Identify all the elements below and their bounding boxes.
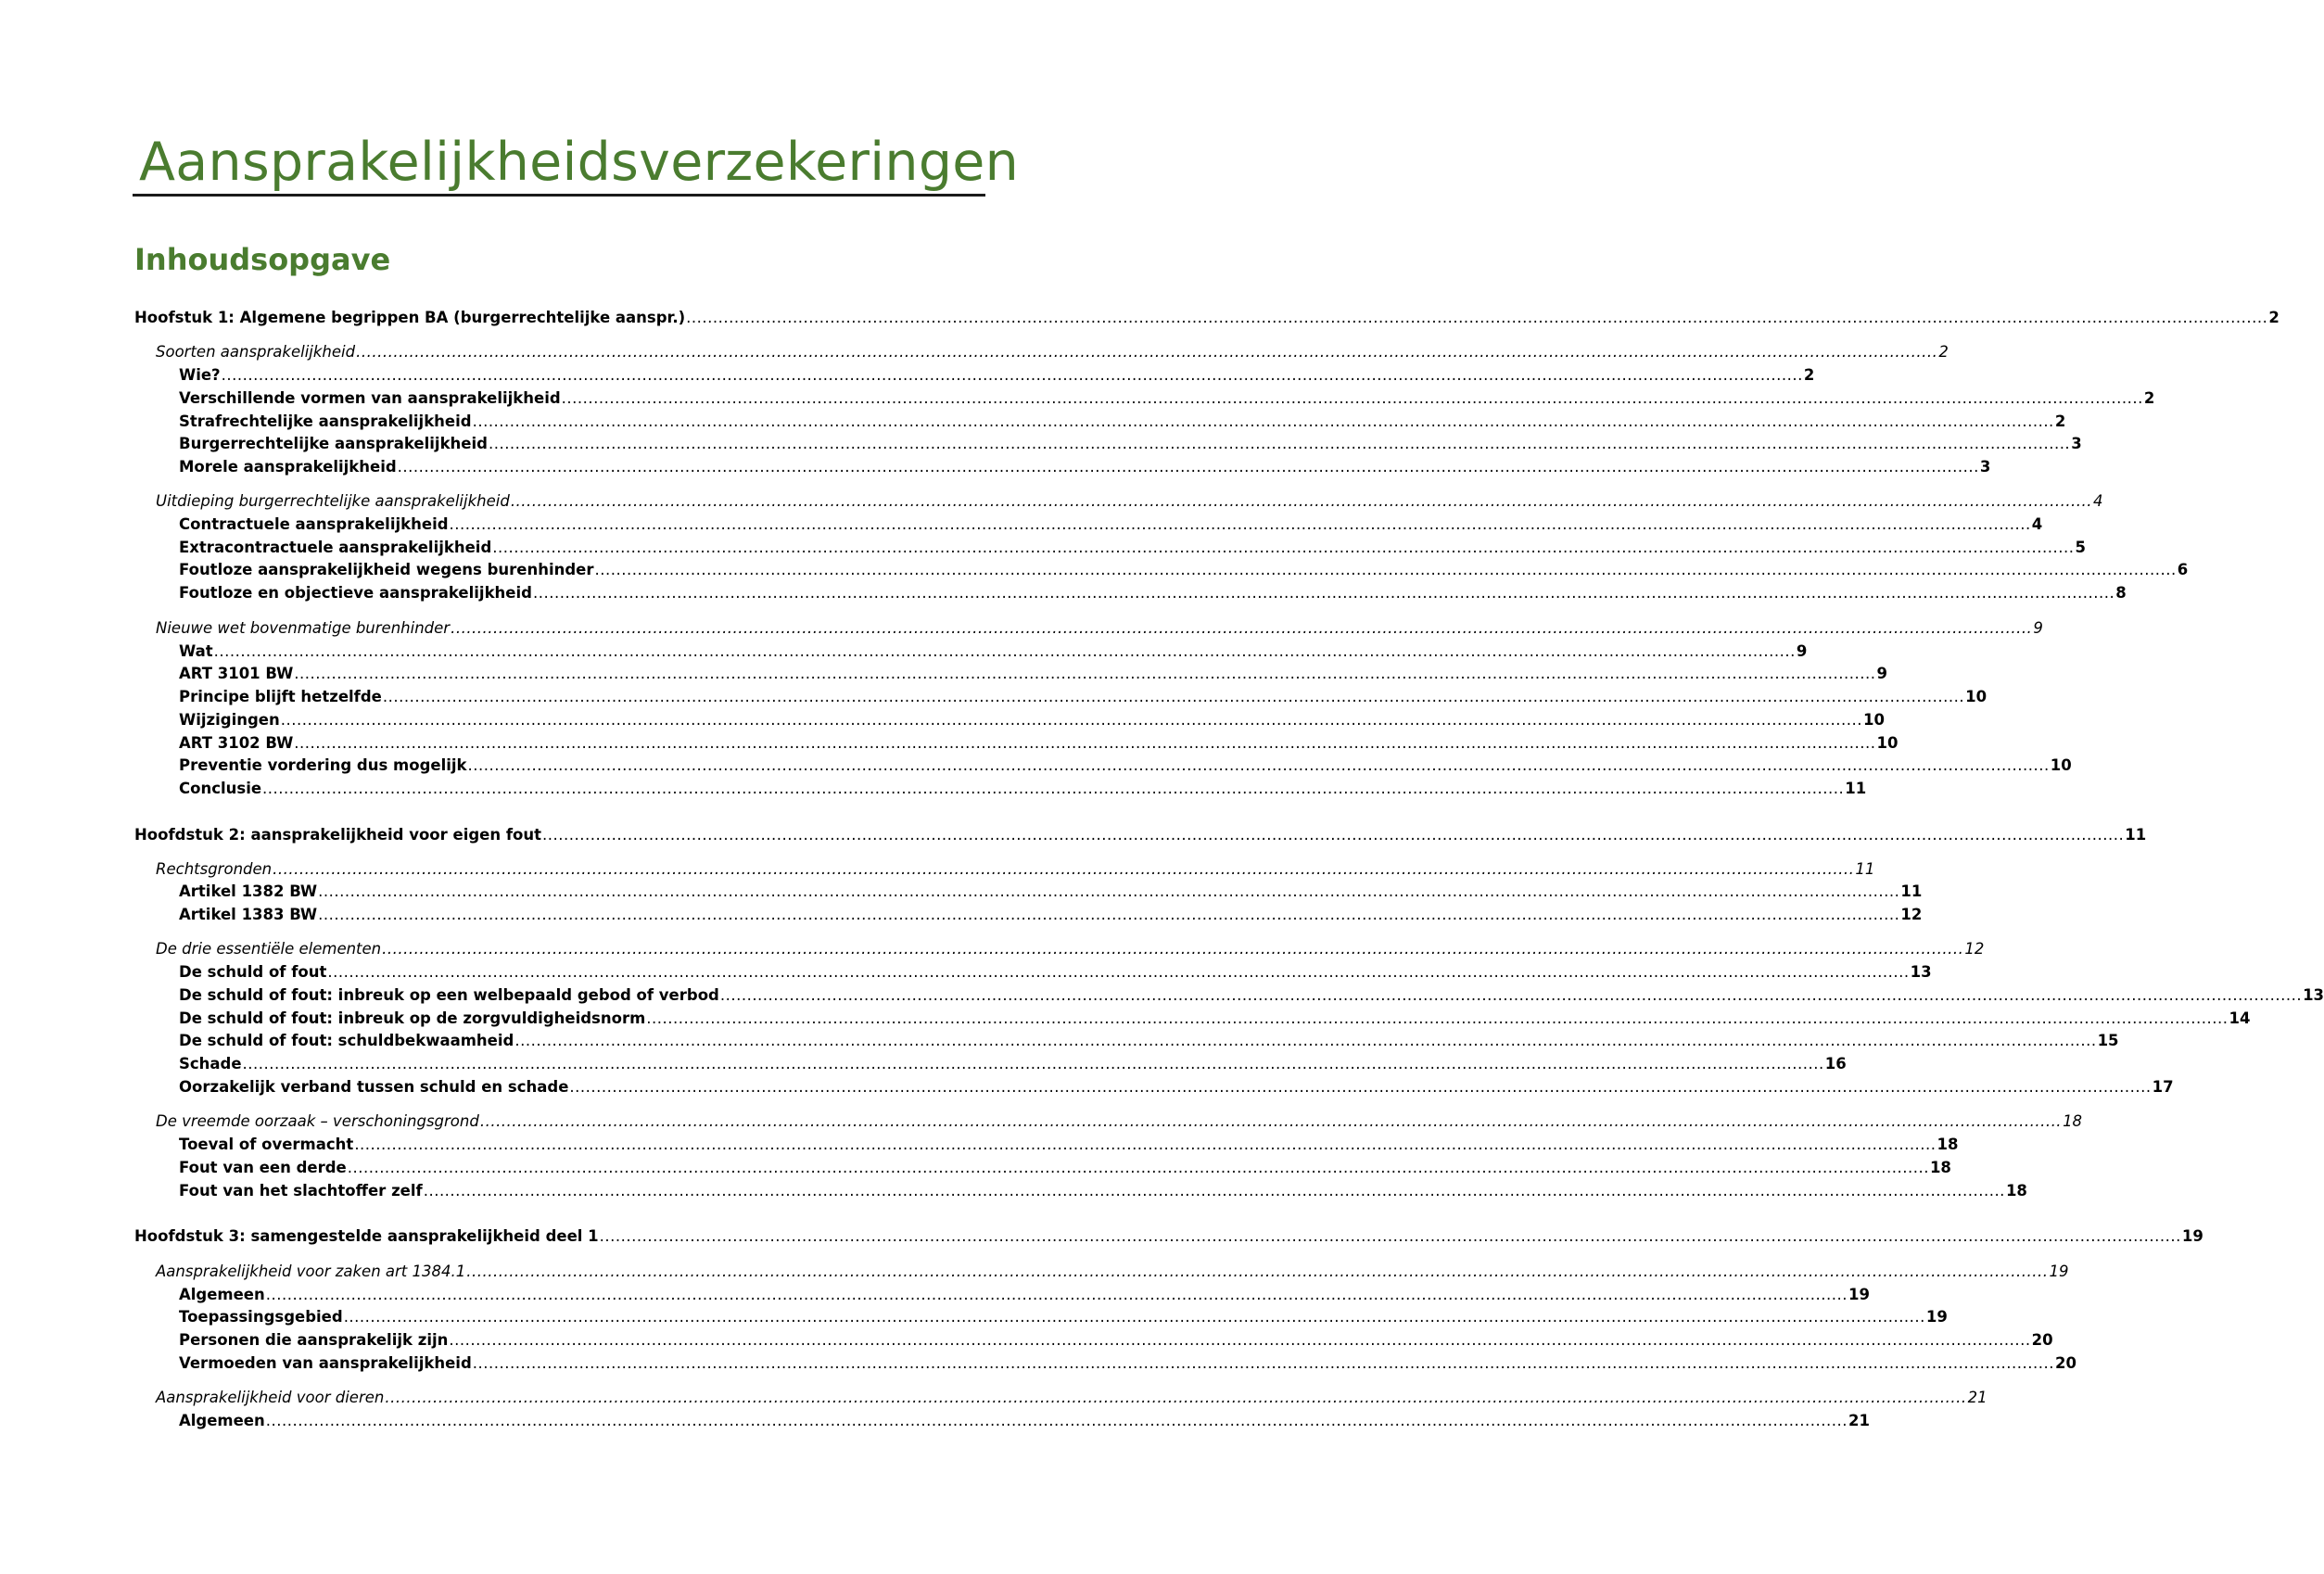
toc-subsection-entry[interactable] <box>179 962 1932 983</box>
toc-subsection-entry[interactable] <box>179 1054 1847 1074</box>
toc-page-number: 16 <box>1824 1055 1847 1073</box>
toc-page-number: 18 <box>1929 1159 1951 1176</box>
toc-subsection-entry[interactable] <box>179 664 1887 684</box>
toc-dot-leader: ......................................................................................................................................................................................................................................................................................................... <box>318 882 1900 900</box>
toc-dot-leader: ......................................................................................................................................................................................................................................................................................................... <box>265 1286 1848 1303</box>
toc-page-number: 13 <box>1910 963 1932 981</box>
toc-dot-leader: ......................................................................................................................................................................................................................................................................................................... <box>385 1389 1967 1406</box>
toc-entry-label: Artikel 1383 BW <box>179 906 318 923</box>
toc-page-number: 19 <box>1848 1286 1870 1303</box>
toc-page-number: 9 <box>1876 665 1887 682</box>
toc-dot-leader: ......................................................................................................................................................................................................................................................................................................... <box>423 1182 2005 1200</box>
toc-page-number: 2 <box>2268 309 2280 326</box>
toc-dot-leader: ......................................................................................................................................................................................................................................................................................................... <box>510 492 2093 510</box>
toc-dot-leader: ......................................................................................................................................................................................................................................................................................................... <box>594 561 2177 578</box>
toc-entry-label: Rechtsgronden <box>156 860 273 878</box>
toc-dot-leader: ......................................................................................................................................................................................................................................................................................................... <box>273 860 1855 878</box>
toc-subsection-entry[interactable] <box>179 1353 2076 1374</box>
toc-page-number: 4 <box>2093 492 2103 510</box>
toc-page-number: 18 <box>1937 1136 1959 1153</box>
toc-page-number: 2 <box>1803 366 1815 384</box>
toc-section-entry[interactable] <box>156 1388 1987 1408</box>
toc-subsection-entry[interactable] <box>179 755 2072 776</box>
toc-subsection-entry[interactable] <box>179 514 2043 535</box>
toc-entry-label: Verschillende vormen van aansprakelijkheid <box>179 389 561 407</box>
toc-dot-leader: ......................................................................................................................................................................................................................................................................................................... <box>479 1112 2063 1130</box>
toc-entry-label: Burgerrechtelijke aansprakelijkheid <box>179 435 488 452</box>
toc-entry-label: Aansprakelijkheid voor zaken art 1384.1 <box>156 1263 466 1280</box>
toc-page-number: 2 <box>2143 389 2155 407</box>
toc-entry-label: ART 3102 BW <box>179 734 294 752</box>
toc-page-number: 10 <box>1965 688 1987 705</box>
toc-entry-label: Fout van een derde <box>179 1159 347 1176</box>
toc-entry-label: Principe blijft hetzelfde <box>179 688 382 705</box>
toc-subsection-entry[interactable] <box>179 905 1923 925</box>
toc-page-number: 10 <box>2050 756 2072 774</box>
toc-dot-leader: ......................................................................................................................................................................................................................................................................................................... <box>542 826 2125 844</box>
document-title: Aansprakelijkheidsverzekeringen <box>139 132 1020 193</box>
toc-subsection-entry[interactable] <box>179 560 2189 580</box>
toc-subsection-entry[interactable] <box>179 1135 1959 1155</box>
toc-dot-leader: ......................................................................................................................................................................................................................................................................................................... <box>318 906 1900 923</box>
toc-dot-leader: ......................................................................................................................................................................................................................................................................................................... <box>397 458 1979 476</box>
toc-entry-label: De drie essentiële elementen <box>156 940 382 958</box>
toc-dot-leader: ......................................................................................................................................................................................................................................................................................................... <box>488 435 2071 452</box>
toc-entry-label: Algemeen <box>179 1286 265 1303</box>
toc-dot-leader: ......................................................................................................................................................................................................................................................................................................... <box>242 1055 1824 1073</box>
toc-page-number: 6 <box>2177 561 2189 578</box>
toc-section-entry[interactable] <box>156 1111 2083 1132</box>
toc-section-entry[interactable] <box>156 491 2103 512</box>
toc-dot-leader: ......................................................................................................................................................................................................................................................................................................... <box>472 1354 2055 1372</box>
toc-subsection-entry[interactable] <box>179 882 1923 902</box>
toc-subsection-entry[interactable] <box>179 1009 2251 1029</box>
toc-entry-label: Conclusie <box>179 780 262 797</box>
toc-entry-label: Fout van het slachtoffer zelf <box>179 1182 423 1200</box>
toc-entry-label: Toeval of overmacht <box>179 1136 354 1153</box>
toc-subsection-entry[interactable] <box>179 1031 2119 1051</box>
toc-page-number: 15 <box>2097 1032 2119 1049</box>
toc-entry-label: Algemeen <box>179 1412 265 1429</box>
toc-dot-leader: ......................................................................................................................................................................................................................................................................................................... <box>354 1136 1937 1153</box>
title-underline <box>133 194 985 197</box>
toc-page-number: 18 <box>2005 1182 2027 1200</box>
toc-page-number: 3 <box>2071 435 2082 452</box>
toc-section-entry[interactable] <box>156 939 1985 959</box>
toc-entry-label: Hoofdstuk 3: samengestelde aansprakelijkheid deel 1 <box>134 1227 599 1245</box>
toc-subsection-entry[interactable] <box>179 641 1808 662</box>
toc-dot-leader: ......................................................................................................................................................................................................................................................................................................... <box>466 1263 2049 1280</box>
toc-entry-label: Morele aansprakelijkheid <box>179 458 397 476</box>
toc-dot-leader: ......................................................................................................................................................................................................................................................................................................... <box>599 1227 2181 1245</box>
toc-page-number: 21 <box>1848 1412 1870 1429</box>
toc-subsection-entry[interactable] <box>179 733 1899 754</box>
toc-section-entry[interactable] <box>156 859 1875 880</box>
toc-page-number: 12 <box>1964 940 1985 958</box>
toc-page-number: 8 <box>2115 584 2127 602</box>
toc-dot-leader: ......................................................................................................................................................................................................................................................................................................... <box>327 963 1910 981</box>
toc-entry-label: Strafrechtelijke aansprakelijkheid <box>179 413 472 430</box>
toc-dot-leader: ......................................................................................................................................................................................................................................................................................................... <box>294 665 1876 682</box>
toc-subsection-entry[interactable] <box>179 365 1815 386</box>
toc-dot-leader: ......................................................................................................................................................................................................................................................................................................... <box>265 1412 1848 1429</box>
toc-dot-leader: ......................................................................................................................................................................................................................................................................................................... <box>686 309 2268 326</box>
toc-dot-leader: ......................................................................................................................................................................................................................................................................................................... <box>262 780 1845 797</box>
toc-page-number: 13 <box>2303 986 2324 1004</box>
toc-subsection-entry[interactable] <box>179 412 2066 432</box>
toc-dot-leader: ......................................................................................................................................................................................................................................................................................................... <box>213 642 1796 660</box>
toc-page-number: 14 <box>2229 1009 2251 1027</box>
toc-dot-leader: ......................................................................................................................................................................................................................................................................................................... <box>451 619 2033 637</box>
toc-subsection-entry[interactable] <box>179 710 1885 730</box>
toc-section-entry[interactable] <box>156 1262 2069 1282</box>
toc-page-number: 17 <box>2152 1078 2174 1096</box>
toc-subsection-entry[interactable] <box>179 779 1867 799</box>
toc-section-entry[interactable] <box>156 342 1949 362</box>
toc-entry-label: ART 3101 BW <box>179 665 294 682</box>
toc-entry-label: De vreemde oorzaak – verschoningsgrond <box>156 1112 479 1130</box>
toc-page-number: 11 <box>2125 826 2147 844</box>
toc-dot-leader: ......................................................................................................................................................................................................................................................................................................... <box>294 734 1876 752</box>
toc-page-number: 19 <box>2181 1227 2203 1245</box>
toc-page-number: 4 <box>2031 515 2043 533</box>
toc-entry-label: Extracontractuele aansprakelijkheid <box>179 539 492 556</box>
toc-dot-leader: ......................................................................................................................................................................................................................................................................................................... <box>719 986 2303 1004</box>
toc-page-number: 3 <box>1979 458 1991 476</box>
toc-dot-leader: ......................................................................................................................................................................................................................................................................................................... <box>561 389 2143 407</box>
toc-subsection-entry[interactable] <box>179 1330 2053 1351</box>
toc-page-number: 11 <box>1855 860 1875 878</box>
toc-entry-label: Hoofstuk 1: Algemene begrippen BA (burgerrechtelijke aanspr.) <box>134 309 686 326</box>
toc-dot-leader: ......................................................................................................................................................................................................................................................................................................... <box>343 1308 1925 1326</box>
toc-subsection-entry[interactable] <box>179 1158 1951 1178</box>
toc-page-number: 20 <box>2055 1354 2076 1372</box>
toc-entry-label: Artikel 1382 BW <box>179 882 318 900</box>
toc-subsection-entry[interactable] <box>179 388 2155 409</box>
toc-dot-leader: ......................................................................................................................................................................................................................................................................................................... <box>382 940 1964 958</box>
toc-entry-label: Schade <box>179 1055 242 1073</box>
toc-heading: Inhoudsopgave <box>134 242 391 277</box>
toc-entry-label: Wat <box>179 642 213 660</box>
toc-page-number: 11 <box>1845 780 1867 797</box>
toc-dot-leader: ......................................................................................................................................................................................................................................................................................................... <box>472 413 2054 430</box>
toc-subsection-entry[interactable] <box>179 1285 1870 1305</box>
toc-page-number: 5 <box>2075 539 2086 556</box>
toc-dot-leader: ......................................................................................................................................................................................................................................................................................................... <box>514 1032 2097 1049</box>
toc-chapter-entry[interactable] <box>134 825 2147 845</box>
toc-page-number: 11 <box>1900 882 1923 900</box>
toc-page-number: 10 <box>1862 711 1885 729</box>
toc-dot-leader: ......................................................................................................................................................................................................................................................................................................... <box>382 688 1965 705</box>
toc-dot-leader: ......................................................................................................................................................................................................................................................................................................... <box>492 539 2075 556</box>
toc-dot-leader: ......................................................................................................................................................................................................................................................................................................... <box>280 711 1862 729</box>
toc-subsection-entry[interactable] <box>179 538 2086 558</box>
toc-dot-leader: ......................................................................................................................................................................................................................................................................................................... <box>532 584 2115 602</box>
toc-subsection-entry[interactable] <box>179 1077 2174 1098</box>
toc-entry-label: Uitdieping burgerrechtelijke aansprakelijkheid <box>156 492 510 510</box>
toc-dot-leader: ......................................................................................................................................................................................................................................................................................................... <box>467 756 2050 774</box>
toc-entry-label: Vermoeden van aansprakelijkheid <box>179 1354 472 1372</box>
toc-page-number: 2 <box>1938 343 1949 361</box>
toc-entry-label: Soorten aansprakelijkheid <box>156 343 356 361</box>
toc-entry-label: Toepassingsgebied <box>179 1308 343 1326</box>
toc-page-number: 2 <box>2054 413 2066 430</box>
toc-dot-leader: ......................................................................................................................................................................................................................................................................................................... <box>569 1078 2152 1096</box>
toc-page-number: 19 <box>2049 1263 2069 1280</box>
toc-entry-label: De schuld of fout: inbreuk op de zorgvuldigheidsnorm <box>179 1009 646 1027</box>
toc-subsection-entry[interactable] <box>179 434 2082 454</box>
toc-entry-label: Foutloze aansprakelijkheid wegens burenhinder <box>179 561 594 578</box>
toc-entry-label: Aansprakelijkheid voor dieren <box>156 1389 385 1406</box>
toc-page-number: 9 <box>1796 642 1808 660</box>
toc-entry-label: Preventie vordering dus mogelijk <box>179 756 467 774</box>
toc-subsection-entry[interactable] <box>179 1411 1870 1431</box>
toc-section-entry[interactable] <box>156 618 2043 639</box>
toc-dot-leader: ......................................................................................................................................................................................................................................................................................................... <box>449 515 2031 533</box>
toc-dot-leader: ......................................................................................................................................................................................................................................................................................................... <box>347 1159 1929 1176</box>
toc-page-number: 10 <box>1876 734 1899 752</box>
toc-page-number: 20 <box>2031 1331 2053 1349</box>
toc-entry-label: Wijzigingen <box>179 711 280 729</box>
toc-entry-label: Wie? <box>179 366 221 384</box>
toc-entry-label: Personen die aansprakelijk zijn <box>179 1331 449 1349</box>
toc-page-number: 18 <box>2063 1112 2083 1130</box>
toc-subsection-entry[interactable] <box>179 985 2324 1006</box>
toc-dot-leader: ......................................................................................................................................................................................................................................................................................................... <box>646 1009 2229 1027</box>
toc-entry-label: Contractuele aansprakelijkheid <box>179 515 449 533</box>
toc-page-number: 21 <box>1967 1389 1987 1406</box>
toc-entry-label: Foutloze en objectieve aansprakelijkheid <box>179 584 532 602</box>
toc-entry-label: De schuld of fout: schuldbekwaamheid <box>179 1032 514 1049</box>
toc-dot-leader: ......................................................................................................................................................................................................................................................................................................... <box>449 1331 2031 1349</box>
toc-subsection-entry[interactable] <box>179 583 2127 603</box>
toc-page-number: 19 <box>1925 1308 1948 1326</box>
toc-subsection-entry[interactable] <box>179 1307 1948 1327</box>
toc-subsection-entry[interactable] <box>179 457 1991 477</box>
toc-dot-leader: ......................................................................................................................................................................................................................................................................................................... <box>356 343 1938 361</box>
toc-entry-label: De schuld of fout: inbreuk op een welbepaald gebod of verbod <box>179 986 719 1004</box>
toc-entry-label: Hoofdstuk 2: aansprakelijkheid voor eigen fout <box>134 826 541 844</box>
toc-entry-label: De schuld of fout <box>179 963 327 981</box>
toc-chapter-entry[interactable] <box>134 308 2280 328</box>
toc-entry-label: Oorzakelijk verband tussen schuld en schade <box>179 1078 569 1096</box>
toc-subsection-entry[interactable] <box>179 1181 2027 1201</box>
toc-entry-label: Nieuwe wet bovenmatige burenhinder <box>156 619 451 637</box>
toc-subsection-entry[interactable] <box>179 687 1987 707</box>
toc-dot-leader: ......................................................................................................................................................................................................................................................................................................... <box>221 366 1803 384</box>
toc-page-number: 12 <box>1900 906 1923 923</box>
toc-chapter-entry[interactable] <box>134 1226 2203 1247</box>
toc-page-number: 9 <box>2033 619 2043 637</box>
